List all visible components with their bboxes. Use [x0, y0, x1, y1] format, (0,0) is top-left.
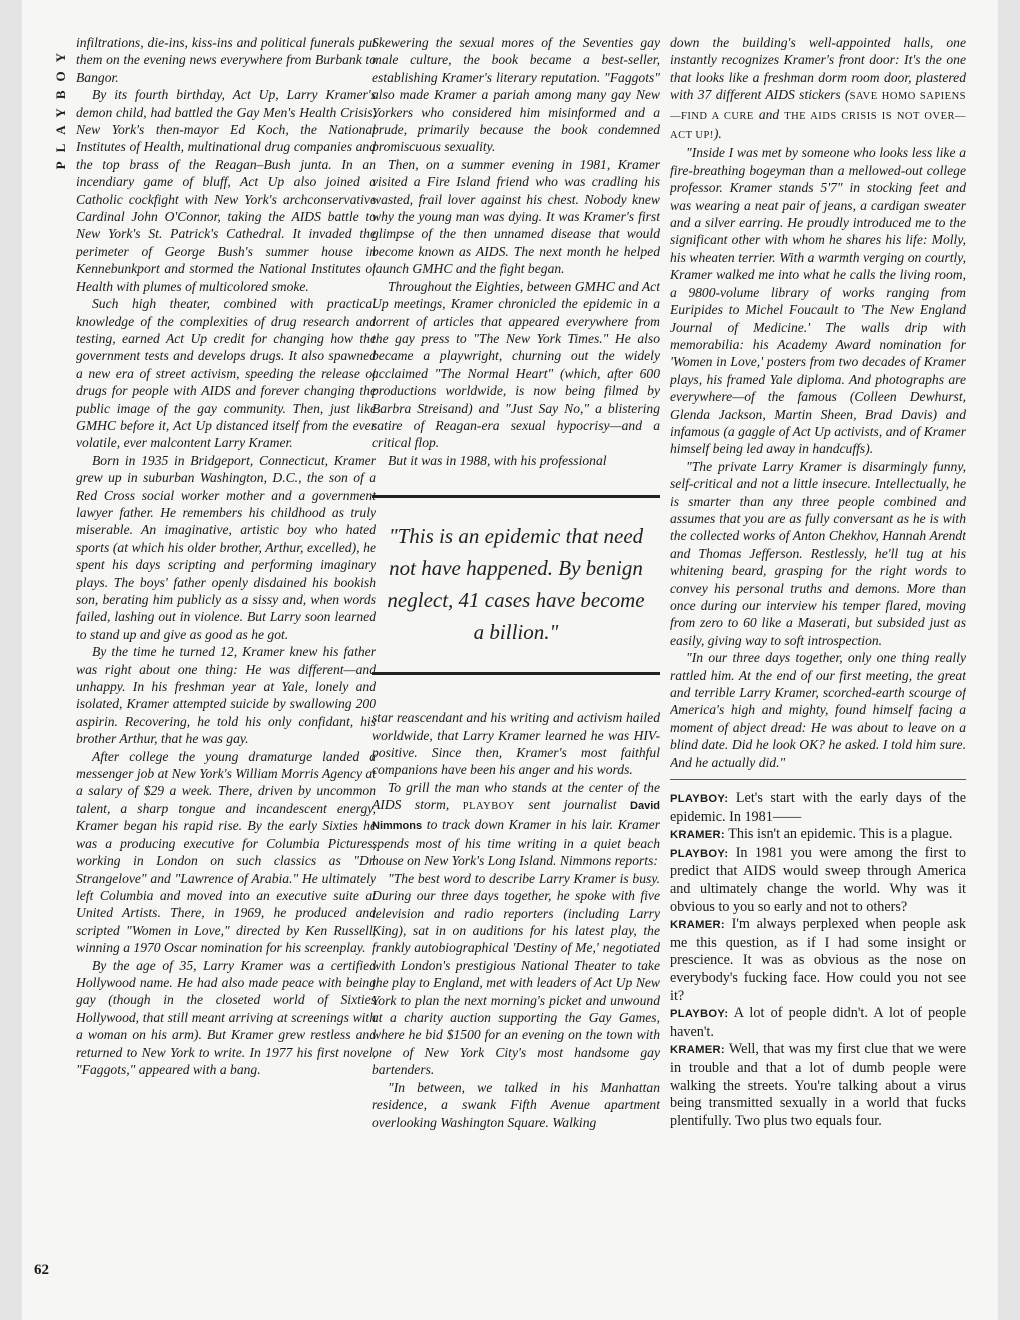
- qa-entry: [670, 845, 966, 916]
- speaker-label: PLAYBOY:: [670, 847, 729, 860]
- paragraph-text: sent journalist: [514, 797, 631, 813]
- speaker-label: PLAYBOY:: [670, 793, 729, 806]
- paragraph: "In our three days together, only one thing really rattled him. At the end of our first meeting, the great and terrible Larry Kramer, scorched-earth scourge of America's high and mighty, found himself facing a moment of abject dread: He was about to leave on a blind date. Did he look OK? he asked. I told him sure. And he actually did.": [670, 650, 966, 770]
- paragraph-text: down the building's well-appointed halls, one instantly recognizes Kramer's front door: It's the one that looks like a freshman dorm room door, plastered with 37 different AIDS stickers (: [670, 35, 966, 103]
- paragraph: Then, on a summer evening in 1981, Kramer visited a Fire Island friend who was cradling his wasted, frail lover against his chest. Nobody knew why the young man was dying. It was Kramer's first glimpse of the then unnamed disease that would become known as AIDS. The next month he helped launch GMHC and the fight began.: [372, 156, 660, 277]
- paragraph: Born in 1935 in Bridgeport, Connecticut, Kramer grew up in suburban Washington, D.C., the son of a Red Cross social worker mother and a government lawyer father. He remembers his childhood as truly miserable. An imaginative, artistic boy who hated sports (at which his older brother, Arthur, excelled), he spent his days scripting and performing imaginary plays. The boys' father openly disdained his bookish son, berating him publicly as a sissy and, when words failed, lashing out in violence. But Larry soon learned to stand up and give as good as he got.: [76, 452, 376, 642]
- paragraph: By the time he turned 12, Kramer knew his father was right about one thing: He was different—and unhappy. In his freshman year at Yale, lonely and isolated, Kramer attempted suicide by swallowing 200 aspirin. Recovering, he told his only confidant, his brother Arthur, that he was gay.: [76, 644, 376, 747]
- column-2: [372, 34, 660, 1274]
- qa-entry: [670, 1041, 966, 1130]
- qa-entry: [670, 916, 966, 1005]
- running-head: [50, 44, 70, 175]
- speaker-label: PLAYBOY:: [670, 1008, 729, 1021]
- qa-text: I'm always perplexed when people ask me this question, as if I had some insight or prescience. It was as obvious as the nose on everybody's fucking face. How could you not see it?: [670, 916, 966, 1004]
- paragraph: But it was in 1988, with his professional: [388, 452, 607, 468]
- qa-text: A lot of people didn't. A lot of people haven't.: [670, 1005, 966, 1040]
- paragraph: "The private Larry Kramer is disarmingly funny, self-critical and not a little insecure. Intellectually, he is smarter than any three people combined and assumes that you are as fully conversant as he is with the collected works of Anton Chekhov, Hannah Arendt and Thomas Jefferson. Restlessly, he'll tug at his whitening beard, grasping for the right words to convey his personal truths and demons. More than once during our interview his temper flared, moving from zero to 60 like a Maserati, but subsided just as easily, giving way to soft introspection.: [670, 458, 966, 648]
- paragraph: "The best word to describe Larry Kramer is busy. During our three days together, he spoke with five television and radio reporters (including Larry King), sat in on auditions for his latest play, the frankly autobiographical 'Destiny of Me,' negotiated with London's prestigious National Theater to take the play to England, met with leaders of Act Up New York to plan the next morning's picket and unwound at a charity auction supporting the Gay Games, where he bid $1500 for an evening on the town with one of New York City's most handsome gay bartenders.: [372, 870, 660, 1078]
- qa-text: Let's start with the early days of the epidemic. In 1981——: [670, 790, 966, 825]
- paragraph-text: to track down Kramer in his lair. Kramer spends most of his time writing in a quiet beach house on New York's Long Island. Nimmons reports:: [372, 816, 660, 869]
- qa-entry: [670, 1005, 966, 1041]
- paragraph-text: and: [753, 106, 785, 122]
- paragraph: Such high theater, combined with practical knowledge of the complexities of drug research and testing, earned Act Up credit for changing how the government tests and develops drugs. It also spawned a new era of street activism, speeding the release of drugs for people with AIDS and forever changing the public image of the gay community. Then, just like GMHC before it, Act Up distanced itself from the ever volatile, ever malcontent Larry Kramer.: [76, 296, 376, 451]
- interview-section: [670, 790, 966, 1130]
- magazine-page: [22, 0, 998, 1320]
- column-1: [76, 34, 376, 1274]
- column-3: [670, 34, 966, 1274]
- magazine-name: PLAYBOY: [462, 801, 515, 813]
- qa-entry: [670, 826, 966, 845]
- sticker-text: SAVE HOMO SAPIENS—FIND A CURE: [670, 91, 966, 122]
- speaker-label: KRAMER:: [670, 1044, 725, 1057]
- qa-entry: [670, 790, 966, 826]
- paragraph: infiltrations, die-ins, kiss-ins and political funerals put them on the evening news everywhere from Burbank to Bangor.: [76, 35, 376, 85]
- section-divider: [670, 779, 966, 780]
- paragraph: By its fourth birthday, Act Up, Larry Kramer's demon child, had battled the Gay Men's Health Crisis, New York's then-mayor Ed Koch, the National Institutes of Health, multinational drug companies and the top brass of the Reagan–Bush junta. In an incendiary game of bluff, Act Up also joined a Catholic cockfight with New York's archconservative Cardinal John O'Connor, taking the AIDS battle to New York's St. Patrick's Cathedral. It invaded the perimeter of George Bush's summer house in Kennebunkport and stormed the National Institutes of Health with plumes of multicolored smoke.: [76, 87, 376, 294]
- qa-text: This isn't an epidemic. This is a plague.: [724, 826, 953, 843]
- paragraph: "Inside I was met by someone who looks less like a fire-breathing bogeyman than a mellowed-out college professor. Kramer stands 5'7" in stocking feet and was wearing a neat pair of jeans, a cardigan sweater and a silver earring. He proudly introduced me to the significant other with whom he shares his life: Molly, his wheaten terrier. With a warmth verging on courtly, Kramer walked me into what he calls the living room, a 9800-volume library of works ranging from Euripides to Michel Foucault to 'The New England Journal of Medicine.' The walls drip with memorabilia: his Academy Award nomination for 'Women in Love,' posters from two decades of Kramer plays, his framed Yale diploma. And photographs are everywhere—of the famous (Colleen Dewhurst, Glenda Jackson, Martin Sheen, Brad Davis) and infamous (a gaggle of Act Up activists, and of Kramer himself being led away in handcuffs).: [670, 145, 966, 457]
- paragraph: star reascendant and his writing and activism hailed worldwide, that Larry Kramer learned he was HIV-positive. Since then, Kramer's most faithful companions have been his anger and his words.: [372, 710, 660, 778]
- paragraph: Throughout the Eighties, between GMHC and Act Up meetings, Kramer chronicled the epidemic in a torrent of articles that appeared everywhere from the gay press to "The New York Times." He also became a playwright, churning out the widely acclaimed "The Normal Heart" (which, after 600 productions worldwide, is now being filmed by Barbra Streisand) and "Just Say No," a blistering satire of Reagan-era sexual hypocrisy—and a critical flop.: [372, 278, 660, 451]
- running-head-text: PLAYBOY: [53, 44, 68, 170]
- journalist-name: David Nimmons: [372, 800, 660, 832]
- paragraph: "In between, we talked in his Manhattan residence, a swank Fifth Avenue apartment overlooking Washington Square. Walking: [372, 1079, 660, 1130]
- page-number: 62: [34, 1262, 49, 1278]
- paragraph: After college the young dramaturge landed a messenger job at New York's William Morris Agency at a salary of $29 a week. There, driven by uncommon talent, a sharp tongue and incandescent energy, Kramer began his rapid rise. By the early Sixties he was a producing executive for Columbia Pictures, working in London on such classics as "Dr. Strangelove" and "Lawrence of Arabia." He ultimately left Columbia and moved into an executive suite at United Artists. There, in 1969, he produced and scripted "Women in Love," directed by Ken Russell, winning a 1970 Oscar nomination for his screenplay.: [76, 748, 376, 956]
- speaker-label: KRAMER:: [670, 919, 725, 932]
- paragraph: [670, 34, 966, 144]
- qa-text: In 1981 you were among the first to predict that AIDS would sweep through America and ultimately change the world. Why was it obvious to you so early and not to others?: [670, 844, 966, 915]
- paragraph: Skewering the sexual mores of the Seventies gay male culture, the book became a best-seller, establishing Kramer's literary reputation. "Faggots" also made Kramer a pariah among many gay New Yorkers who considered him misinformed and a prude, primarily because the book condemned promiscuous sexuality.: [372, 35, 660, 155]
- paragraph: By the age of 35, Larry Kramer was a certified Hollywood name. He had also made peace with being gay (though in the closeted world of Sixties Hollywood, that still meant arriving at screenings with a woman on his arm). But Kramer grew restless and returned to New York to write. In 1977 his first novel, "Faggots," appeared with a bang.: [76, 957, 376, 1077]
- paragraph-text: To grill the man who stands at the center of the AIDS storm,: [372, 779, 660, 813]
- pull-quote: "This is an epidemic that need not have happened. By benign neglect, 41 cases have become a billion.": [372, 495, 660, 675]
- paragraph-text: ).: [713, 126, 722, 142]
- speaker-label: KRAMER:: [670, 829, 725, 842]
- paragraph: [372, 779, 660, 870]
- sticker-text: THE AIDS CRISIS IS NOT OVER—ACT UP!: [670, 110, 966, 142]
- qa-text: Well, that was my first clue that we were in trouble and that a lot of dumb people were walking the streets. You're talking about a virus being transmitted sexually in a world that fucks plentifully. Two plus two equals four.: [670, 1041, 966, 1129]
